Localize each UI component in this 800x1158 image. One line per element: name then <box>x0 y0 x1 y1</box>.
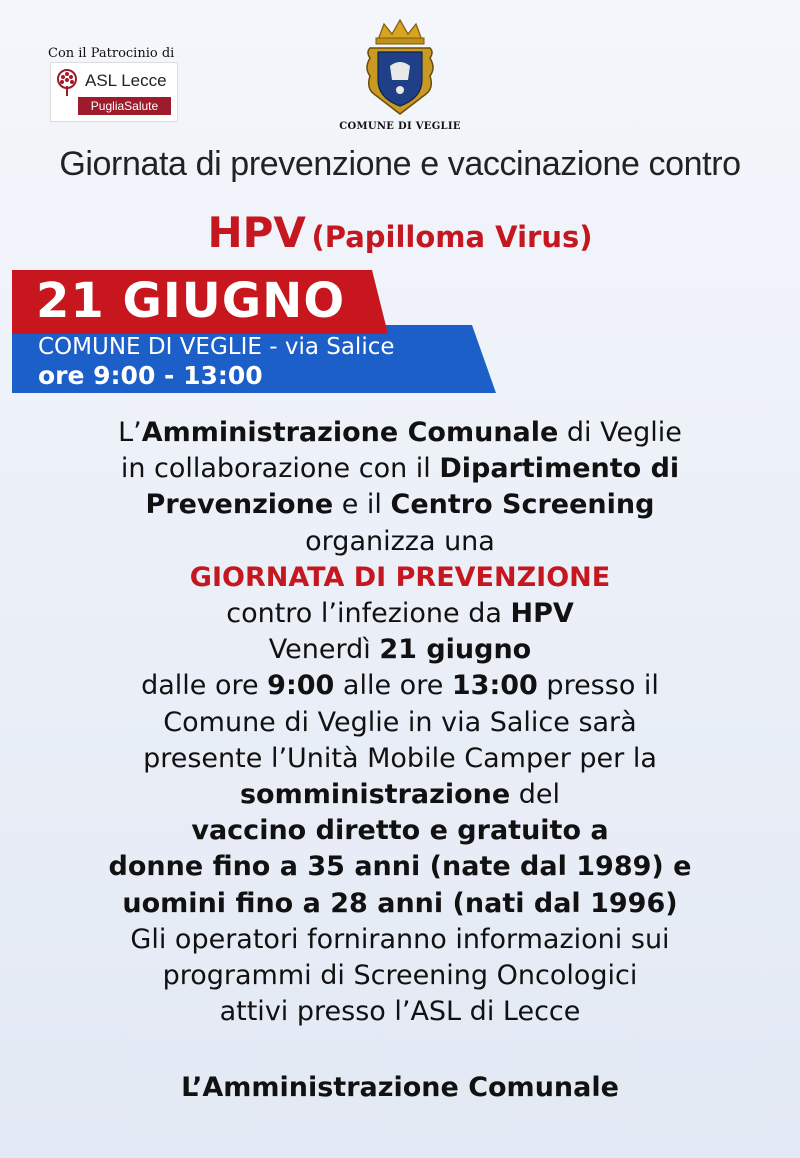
hpv-subtitle: (Papilloma Virus) <box>311 220 593 254</box>
coat-of-arms-icon <box>360 18 440 118</box>
announcement-body <box>0 415 800 1030</box>
text: in collaborazione con il <box>120 453 440 485</box>
text-bold: uomini fino a 28 anni (nati dal 1996) <box>122 887 678 919</box>
asl-name: ASL Lecce <box>85 71 167 90</box>
event-date: 21 GIUGNO <box>36 273 346 329</box>
event-location: COMUNE DI VEGLIE - via Salice <box>38 334 395 360</box>
body-line <box>0 668 800 704</box>
text-bold: 13:00 <box>451 670 538 702</box>
hpv-label: HPV <box>207 208 306 257</box>
body-line <box>0 849 800 885</box>
body-line <box>0 886 800 922</box>
body-line <box>0 487 800 523</box>
text-bold: vaccino diretto e gratuito a <box>191 815 609 847</box>
text-bold: donne fino a 35 anni (nate dal 1989) e <box>108 851 692 883</box>
text: presso il <box>537 670 659 702</box>
patronage-text: Con il Patrocinio di <box>48 46 175 61</box>
signature: L’Amministrazione Comunale <box>181 1072 619 1103</box>
headline: Giornata di prevenzione e vaccinazione contro <box>59 145 741 183</box>
body-line <box>0 451 800 487</box>
comune-label: COMUNE DI VEGLIE <box>339 121 461 132</box>
text-bold: Dipartimento di <box>439 453 680 485</box>
text: del <box>510 779 561 811</box>
text: di Veglie <box>558 417 682 448</box>
body-line: programmi di Screening Oncologici <box>162 960 638 992</box>
body-line <box>0 777 800 813</box>
body-line <box>0 596 800 632</box>
hpv-title <box>0 208 800 257</box>
event-hours: ore 9:00 - 13:00 <box>38 361 263 390</box>
body-line: Gli operatori forniranno informazioni sui <box>130 923 670 955</box>
body-line <box>0 813 800 849</box>
patronage-label <box>48 42 188 61</box>
body-line <box>0 632 800 668</box>
text-bold: Centro Screening <box>390 489 655 521</box>
text-bold: Amministrazione Comunale <box>141 417 559 448</box>
asl-subtitle: PugliaSalute <box>78 97 171 115</box>
body-line-highlight: GIORNATA DI PREVENZIONE <box>189 561 611 593</box>
text-bold: Prevenzione <box>145 489 334 521</box>
text: e il <box>333 489 391 521</box>
text: alle ore <box>334 670 452 702</box>
body-line: presente l’Unità Mobile Camper per la <box>143 742 657 774</box>
body-line: organizza una <box>305 525 495 557</box>
tree-icon <box>54 69 80 97</box>
body-line: attivi presso l’ASL di Lecce <box>219 996 581 1028</box>
asl-logo <box>50 62 178 122</box>
text: dalle ore <box>141 670 268 702</box>
text: Venerdì <box>268 634 380 666</box>
text-bold: 9:00 <box>267 670 335 702</box>
text-bold: HPV <box>510 598 574 630</box>
body-line: Comune di Veglie in via Salice sarà <box>163 706 637 738</box>
text-bold: somministrazione <box>239 779 511 811</box>
text: L’ <box>118 417 142 448</box>
text: contro l’infezione da <box>226 598 511 630</box>
body-line <box>0 415 800 451</box>
text-bold: 21 giugno <box>379 634 532 666</box>
